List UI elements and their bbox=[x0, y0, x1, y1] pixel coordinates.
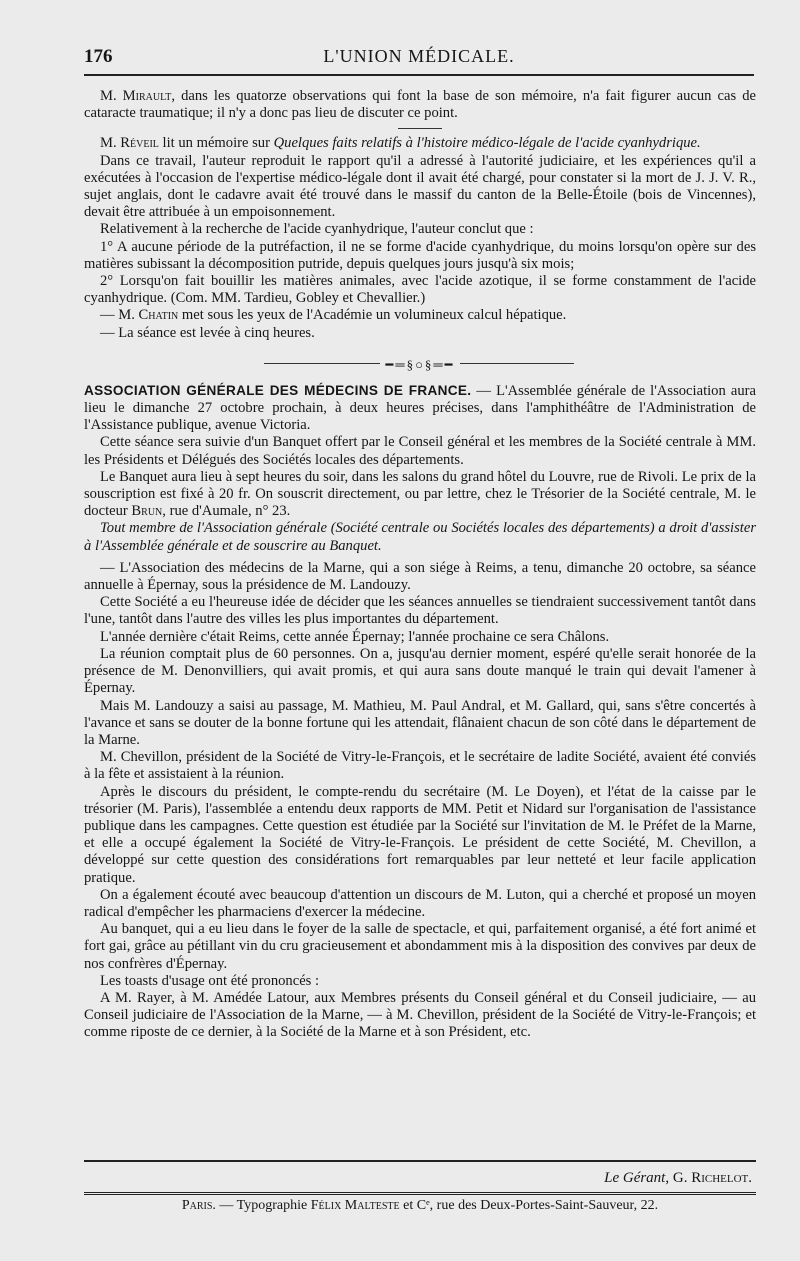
paragraph-societe-idee: Cette Société a eu l'heureuse idée de décider que les séances annuelles se tiendraient successivement tantôt dans l'une, tantôt dans l'autre des villes les plus importantes du département. bbox=[84, 594, 756, 628]
paragraph-text: lit un mémoire sur bbox=[158, 135, 274, 152]
paragraph-chevillon: M. Chevillon, président de la Société de Vitry-le-François, et le secrétaire de ladite Société, avaient été conviés à la fête et assistaient à la réunion. bbox=[84, 749, 756, 783]
paragraph-conclusion-2: 2° Lorsqu'on fait bouillir les matières animales, avec l'acide azotique, il se forme constamment de l'acide cyanhydrique. (Com. MM. Tardieu, Gobley et Chevallier.) bbox=[84, 273, 756, 307]
imprint-address: et Cᵉ, rue des Deux-Portes-Saint-Sauveur, 22. bbox=[399, 1198, 659, 1213]
running-title: L'UNION MÉDICALE. bbox=[323, 46, 515, 66]
paragraph-banquet-intro: Cette séance sera suivie d'un Banquet offert par le Conseil général et les membres de la Société centrale à MM. les Présidents et Délégués des Sociétés locales des départements. bbox=[84, 434, 756, 468]
paragraph-mirault bbox=[84, 88, 756, 122]
page-header bbox=[84, 44, 754, 74]
footer-rule bbox=[84, 1160, 756, 1162]
speaker-name: M. Chatin bbox=[118, 307, 179, 324]
paragraph-toast-list: A M. Rayer, à M. Amédée Latour, aux Membres présents du Conseil général et du Conseil judiciaire, — au Conseil judiciaire de l'Association de la Marne, — à M. Chevillon, président de la Société de Vitry-le-François; et comme riposte de ce dernier, à la Société de la Marne et à son Président, etc. bbox=[84, 989, 756, 1041]
paragraph-seance-levee: — La séance est levée à cinq heures. bbox=[100, 324, 315, 341]
separator-rule bbox=[398, 128, 442, 129]
paragraph-annee: L'année dernière c'était Reims, cette année Épernay; l'année prochaine ce sera Châlons. bbox=[100, 628, 610, 645]
paragraph-conclusion-1: 1° A aucune période de la putréfaction, il ne se forme d'acide cyanhydrique, du moins lorsqu'on opère sur des matières subissant la décomposition putride, depuis quelques jours jusqu'à six mois; bbox=[84, 238, 756, 272]
paragraph-chatin bbox=[84, 307, 756, 324]
paragraph-banquet-foyer: Au banquet, qui a eu lieu dans le foyer de la salle de spectacle, et qui, parfaitement organisé, a été fort animé et fort gai, grâce au pétillant vin du cru gracieusement et abondamment mis à la disposition des convives par deux de nos confrères d'Épernay. bbox=[84, 921, 756, 972]
paragraph-travail: Dans ce travail, l'auteur reproduit le rapport qu'il a adressé à l'autorité judiciaire, et les expériences qu'il a exécutées à l'occasion de l'expertise médico-légale dont il avait été chargé, pour constater si la mort de J. J. V. R., sujet anglais, dont le cadavre avait été trouvé dans le massif du canton de la Belle-Étoile (bois de Vincennes), devait être attribuée à un empoisonnement. bbox=[84, 152, 756, 221]
paragraph-association bbox=[84, 382, 756, 435]
article-body bbox=[84, 88, 756, 1042]
paragraph-conclusion-intro: Relativement à la recherche de l'acide cyanhydrique, l'auteur conclut que : bbox=[100, 221, 534, 238]
paragraph-luton: On a également écouté avec beaucoup d'attention un discours de M. Luton, qui a cherché et proposé un moyen radical d'empêcher les pharmaciens d'exercer la médecine. bbox=[84, 886, 756, 920]
paragraph-reveil bbox=[84, 135, 756, 152]
printer-imprint bbox=[84, 1198, 756, 1214]
gerant-label: Le Gérant bbox=[604, 1170, 666, 1186]
paragraph-landouzy: Mais M. Landouzy a saisi au passage, M. Mathieu, M. Paul Andral, et M. Gallard, qui, sans s'être concertés à l'avance et sans se douter de la bonne fortune qui les attendait, flânaient chacun de son côté dans le département de la Marne. bbox=[84, 697, 756, 748]
paragraph-banquet-details bbox=[84, 469, 756, 521]
header-rule bbox=[84, 74, 754, 76]
person-name: Brun bbox=[131, 503, 163, 520]
imprint-printer-name: Félix Malteste bbox=[310, 1198, 400, 1213]
paragraph-text: — L'Assemblée générale de l'Association aura lieu le dimanche 27 octobre prochain, à deux heures précises, dans l'amphithéâtre de l'Administration de l'Assistance publique, avenue Victoria. bbox=[84, 382, 756, 434]
paragraph-membres: Tout membre de l'Association générale (Société centrale ou Sociétés locales des départements) a droit d'assister à l'Assemblée générale et de souscrire au Banquet. bbox=[84, 520, 756, 554]
footer-double-rule bbox=[84, 1192, 756, 1197]
page-number: 176 bbox=[84, 46, 113, 67]
dash: — bbox=[100, 307, 119, 324]
paragraph-discours: Après le discours du président, le compte-rendu du secrétaire (M. Le Doyen), et l'état de la caisse par le trésorier (M. Paris), l'assemblée a entendu deux rapports de MM. Petit et Nidard sur l'organisation de l'assistance publique dans les campagnes. Cette question est étudiée par la Société sur l'invitation de M. le Préfet de la Marne, et elle a occupé également la Société de Vitry-le-François. Le président de cette Société, M. Chevillon, a développé sur cette question des considérations fort remarquables par leur netteté et leur facile application pratique. bbox=[84, 783, 756, 886]
memoir-title: Quelques faits relatifs à l'histoire médico-légale de l'acide cyanhydrique. bbox=[273, 135, 701, 152]
paragraph-toasts: Les toasts d'usage ont été prononcés : bbox=[100, 972, 320, 989]
section-ornament bbox=[84, 356, 756, 370]
speaker-name: M. Réveil bbox=[100, 135, 159, 152]
paragraph-text: , dans les quatorze observations qui font la base de son mémoire, n'a fait figurer aucun cas de cataracte traumatique; il n'y a donc pas lieu de discuter ce point. bbox=[84, 88, 756, 122]
gerant-signature bbox=[84, 1170, 752, 1187]
paragraph-text: Le Banquet aura lieu à sept heures du soir, dans les salons du grand hôtel du Louvre, rue de Rivoli. Le prix de la souscription est fixé à 20 fr. On souscrit directement, ou par lettre, chez le Trésorier de la Société centrale, M. le docteur bbox=[84, 468, 756, 520]
imprint-text: — Typographie bbox=[215, 1198, 311, 1213]
paragraph-text: met sous les yeux de l'Académie un volumineux calcul hépatique. bbox=[178, 307, 567, 324]
paragraph-marne: — L'Association des médecins de la Marne, qui a son siége à Reims, a tenu, dimanche 20 octobre, sa séance annuelle à Épernay, sous la présidence de M. Landouzy. bbox=[84, 559, 756, 594]
ornament-knot: ━═§○§═━ bbox=[380, 356, 461, 373]
speaker-name: M. Mirault bbox=[100, 88, 172, 104]
paragraph-text: , rue d'Aumale, n° 23. bbox=[162, 503, 291, 520]
gerant-name: , G. Richelot. bbox=[665, 1170, 752, 1186]
imprint-city: Paris. bbox=[181, 1198, 216, 1213]
paragraph-reunion: La réunion comptait plus de 60 personnes. On a, jusqu'au dernier moment, espéré qu'elle serait honorée de la présence de M. Denonvilliers, qui avait promis, et qui aura sans doute manqué le train qui devait l'amener à Épernay. bbox=[84, 645, 756, 697]
section-heading: ASSOCIATION GÉNÉRALE DES MÉDECINS DE FRANCE. bbox=[84, 382, 472, 398]
